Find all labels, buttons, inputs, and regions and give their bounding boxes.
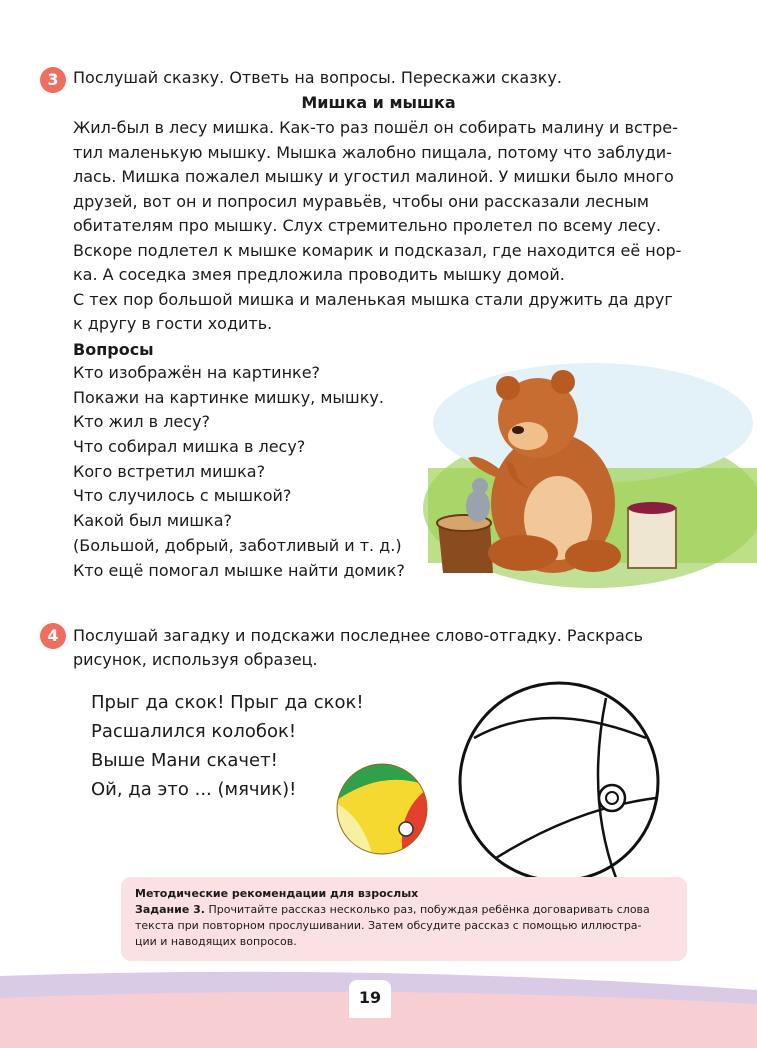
question-item: Кто жил в лесу? (73, 412, 211, 432)
story-line: обитателям про мышку. Слух стремительно пролетел по всему лесу. (73, 216, 662, 235)
task4-instruction-line: Послушай загадку и подскажи последнее слово-отгадку. Раскрась (73, 626, 644, 645)
page-number: 19 (349, 980, 391, 1018)
story-line: к другу в гости ходить. (73, 314, 273, 333)
story-title: Мишка и мышка (301, 93, 456, 112)
note-line: Задание 3. Прочитайте рассказ несколько раз, побуждая ребёнка договаривать слова (135, 903, 650, 916)
question-item: Что случилось с мышкой? (73, 486, 292, 506)
riddle-line: Прыг да скок! Прыг да скок! (91, 692, 364, 713)
outline-ball-to-color (456, 678, 662, 886)
riddle-line: Расшалился колобок! (91, 721, 297, 742)
questions-list (73, 361, 405, 583)
story-line: Вскоре подлетел к мышке комарик и подсказал, где находится её нор- (73, 240, 682, 260)
note-heading: Методические рекомендации для взрослых (135, 887, 419, 900)
story-line: тил маленькую мышку. Мышка жалобно пищала, потому что заблуди- (73, 142, 672, 162)
sample-ball-colored (334, 757, 430, 861)
story-text (73, 116, 681, 337)
question-item: Кого встретил мишка? (73, 461, 266, 481)
riddle-line: Ой, да это ... (мячик)! (91, 779, 297, 800)
story-line: лась. Мишка пожалел мышку и угостил малиной. У мишки было много (73, 167, 674, 186)
story-line: Жил-был в лесу мишка. Как-то раз пошёл он собирать малину и встре- (73, 118, 678, 137)
task-number-badge-3: 3 (40, 67, 66, 93)
adult-recommendations-box (121, 877, 687, 961)
question-item: Покажи на картинке мишку, мышку. (73, 387, 384, 407)
riddle-line: Выше Мани скачет! (91, 750, 278, 771)
riddle-text (91, 688, 364, 804)
question-item: Кто изображён на картинке? (73, 363, 321, 382)
question-item: Какой был мишка? (73, 511, 232, 531)
task4-instruction-line: рисунок, используя образец. (73, 650, 318, 669)
story-line: С тех пор большой мишка и маленькая мышка стали дружить да друг (73, 289, 673, 309)
task-number-badge-4: 4 (40, 623, 66, 649)
note-task-label: Задание 3. (135, 903, 205, 916)
question-item: (Большой, добрый, заботливый и т. д.) (73, 535, 402, 555)
question-item: Что собирал мишка в лесу? (73, 437, 306, 457)
bear-mouse-illustration (418, 358, 757, 588)
story-line: друзей, вот он и попросил муравьёв, чтобы они рассказали лесным (73, 191, 649, 211)
task3-instruction: Послушай сказку. Ответь на вопросы. Перескажи сказку. (73, 68, 562, 87)
questions-title: Вопросы (73, 340, 154, 359)
question-item: Кто ещё помогал мышке найти домик? (73, 560, 405, 580)
note-line: текста при повторном прослушивании. Затем обсудите рассказ с помощью иллюстра- (135, 919, 642, 932)
note-line: ции и наводящих вопросов. (135, 935, 297, 948)
story-line: ка. А соседка змея предложила проводить мышку домой. (73, 265, 565, 284)
